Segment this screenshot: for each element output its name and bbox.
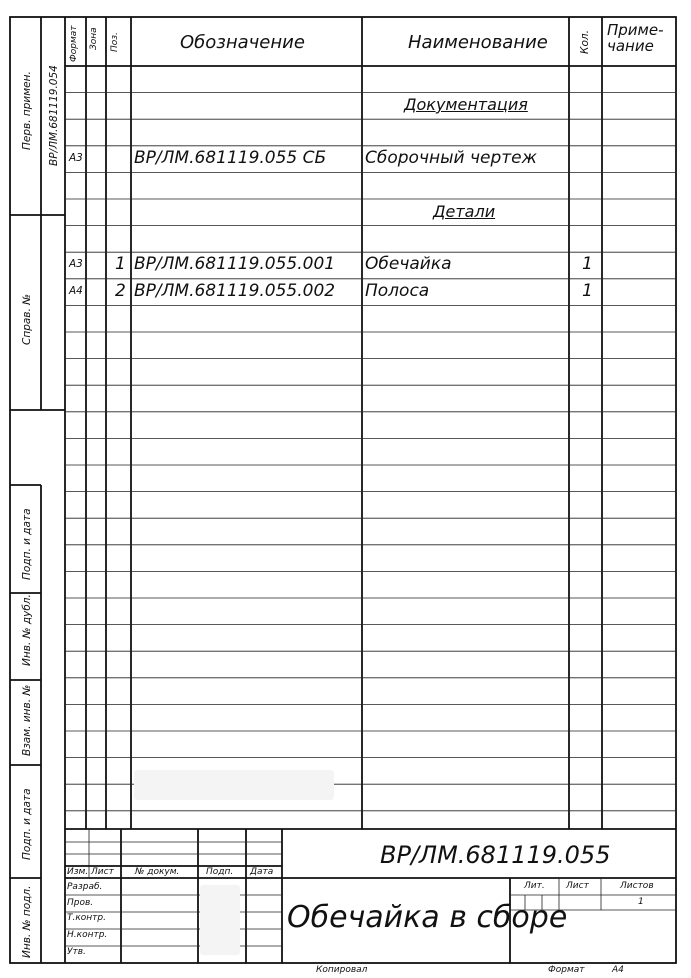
- row-qty: 1: [582, 254, 593, 274]
- header-name: Наименование: [408, 32, 548, 53]
- row-name: Полоса: [365, 281, 430, 301]
- stamp-code: ВР/ЛМ.681119.055: [380, 841, 611, 869]
- header-designation: Обозначение: [180, 32, 305, 53]
- stamp-n-dokum: № докум.: [135, 867, 180, 877]
- side-sprav: Справ. №: [21, 293, 33, 345]
- erased-area-stamp: [200, 885, 240, 955]
- row-pos: 2: [115, 281, 126, 301]
- side-inv-dubl: Инв. № дубл.: [21, 594, 33, 666]
- row-format: А3: [69, 152, 83, 164]
- stamp-razrab: Разраб.: [67, 882, 103, 892]
- row-pos: 1: [115, 254, 126, 274]
- side-podp-data-1: Подп. и дата: [21, 508, 33, 580]
- footer-format-value: А4: [612, 965, 624, 975]
- stamp-prov: Пров.: [67, 898, 94, 908]
- stamp-data: Дата: [250, 867, 274, 877]
- side-podp-data-2: Подп. и дата: [21, 788, 33, 860]
- row-designation: ВР/ЛМ.681119.055.002: [134, 281, 336, 301]
- stamp-izm: Изм.: [67, 867, 89, 877]
- stamp-tkontr: Т.контр.: [67, 913, 107, 923]
- row-name: Сборочный чертеж: [365, 148, 537, 168]
- row-name: Обечайка: [365, 254, 452, 274]
- stamp-listov: Листов: [620, 881, 654, 891]
- row-designation: ВР/ЛМ.681119.055 СБ: [134, 148, 327, 168]
- stamp-listov-value: 1: [638, 897, 644, 907]
- header-zone: Зона: [89, 27, 99, 50]
- header-format: Формат: [69, 25, 79, 62]
- side-vzam-inv: Взам. инв. №: [21, 684, 33, 756]
- row-format: А4: [69, 285, 83, 297]
- side-inv-podl: Инв. № подл.: [21, 885, 33, 958]
- header-qty: Кол.: [579, 30, 591, 54]
- stamp-nkontr: Н.контр.: [67, 930, 108, 940]
- stamp-list: Лист: [91, 867, 114, 877]
- erased-area: [134, 770, 334, 800]
- row-format: А3: [69, 258, 83, 270]
- stamp-utv: Утв.: [67, 947, 86, 957]
- side-perv-primen: Перв. примен.: [21, 71, 33, 150]
- header-pos: Поз.: [110, 32, 120, 52]
- stamp-lit: Лит.: [524, 881, 545, 891]
- row-designation: ВР/ЛМ.681119.055.001: [134, 254, 336, 274]
- row-qty: 1: [582, 281, 593, 301]
- stamp-podp: Подп.: [206, 867, 234, 877]
- stamp-list2: Лист: [566, 881, 589, 891]
- section-documentation: Документация: [404, 95, 528, 114]
- footer-format-label: Формат: [548, 965, 585, 975]
- stamp-title: Обечайка в сборе: [287, 900, 568, 935]
- section-parts: Детали: [433, 202, 496, 221]
- side-perv-primen-value: ВР/ЛМ.681119.054: [48, 65, 60, 166]
- footer-copied: Копировал: [316, 965, 368, 975]
- header-note: Приме- чание: [607, 21, 664, 55]
